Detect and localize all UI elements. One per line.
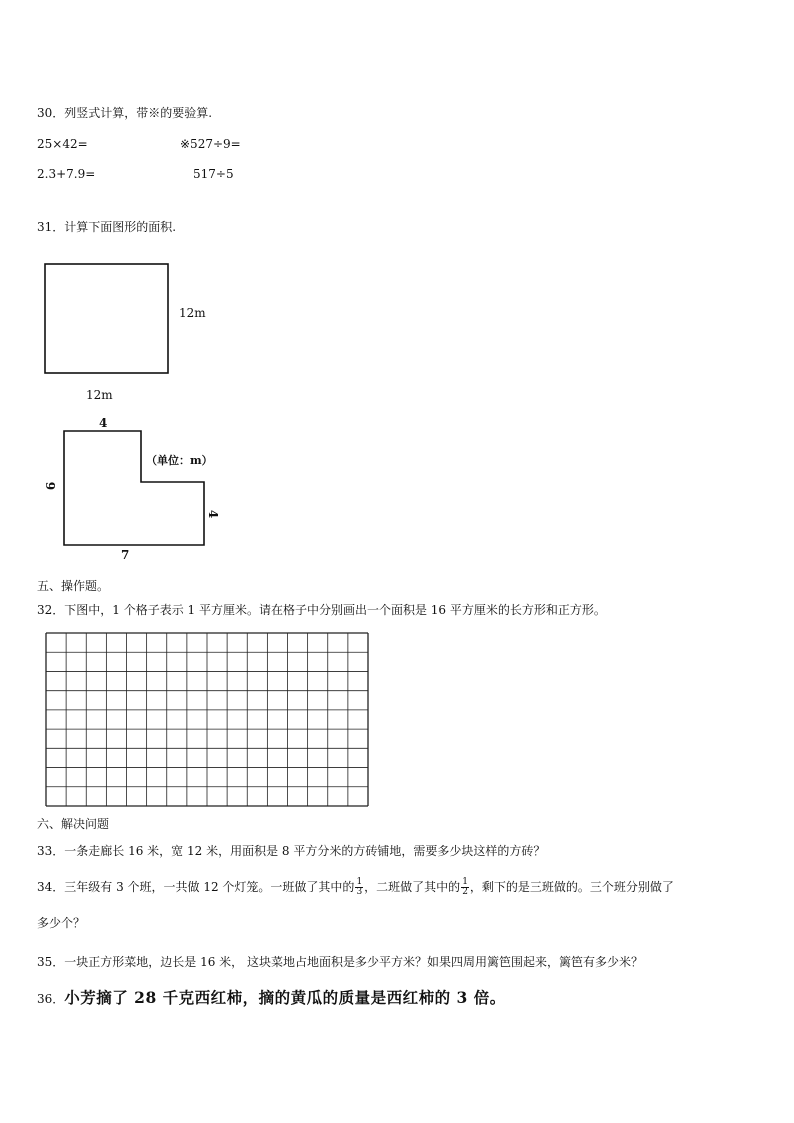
square-bottom-label: 12m bbox=[86, 388, 113, 402]
l-shape-figure bbox=[64, 431, 204, 545]
q30-item-1: 25×42= bbox=[37, 137, 88, 151]
lshape-right-label: 4 bbox=[206, 509, 221, 519]
q34-part-3: ，剩下的是三班做的。三个班分别做了 bbox=[469, 880, 674, 894]
q36-line bbox=[37, 990, 506, 1006]
q34-part-2: ，二班做了其中的 bbox=[364, 880, 461, 894]
q30-item-3: 2.3+7.9= bbox=[37, 167, 96, 181]
section-5-title: 五、操作题。 bbox=[37, 579, 110, 593]
q35-text: 35．一块正方形菜地，边长是 16 米， 这块菜地占地面积是多少平方米？如果四周用篱笆围起来，篱笆有多少米？ bbox=[37, 955, 643, 969]
section-6-title: 六、解决问题 bbox=[37, 817, 110, 831]
q31-title: 31．计算下面图形的面积. bbox=[37, 220, 177, 234]
lshape-unit-label: （单位：m） bbox=[146, 454, 213, 467]
lshape-bottom-label: 7 bbox=[121, 548, 130, 562]
fraction-1-numerator: 1 bbox=[356, 877, 363, 887]
q34-line-2: 多少个？ bbox=[37, 916, 86, 930]
fraction-2-numerator: 1 bbox=[462, 877, 468, 887]
q34-part-1: 34．三年级有 3 个班，一共做 12 个灯笼。一班做了其中的 bbox=[37, 880, 355, 894]
square-grid[interactable] bbox=[46, 633, 368, 806]
square-side-label: 12m bbox=[179, 306, 206, 320]
q34-line-1 bbox=[37, 876, 674, 898]
fraction-2-denominator: 2 bbox=[462, 887, 468, 897]
fraction-one-third bbox=[355, 878, 363, 897]
fraction-one-half bbox=[461, 878, 469, 897]
lshape-top-label: 4 bbox=[99, 416, 108, 430]
q36-text: 小芳摘了 28 千克西红柿，摘的黄瓜的质量是西红柿的 3 倍。 bbox=[64, 988, 506, 1007]
q30-item-4: 517÷5 bbox=[193, 167, 234, 181]
fraction-1-denominator: 3 bbox=[356, 887, 363, 897]
q33-text: 33．一条走廊长 16 米，宽 12 米，用面积是 8 平方分米的方砖铺地，需要多少块这样的方砖？ bbox=[37, 844, 546, 858]
q36-number: 36． bbox=[37, 992, 65, 1006]
q30-title: 30．列竖式计算，带※的要验算. bbox=[37, 106, 213, 120]
lshape-left-label: 6 bbox=[44, 481, 59, 491]
q30-item-2: ※527÷9= bbox=[180, 137, 241, 151]
square-figure bbox=[45, 264, 168, 373]
q32-title: 32．下图中，1 个格子表示 1 平方厘米。请在格子中分别画出一个面积是 16 平方厘米的长方形和正方形。 bbox=[37, 603, 606, 617]
